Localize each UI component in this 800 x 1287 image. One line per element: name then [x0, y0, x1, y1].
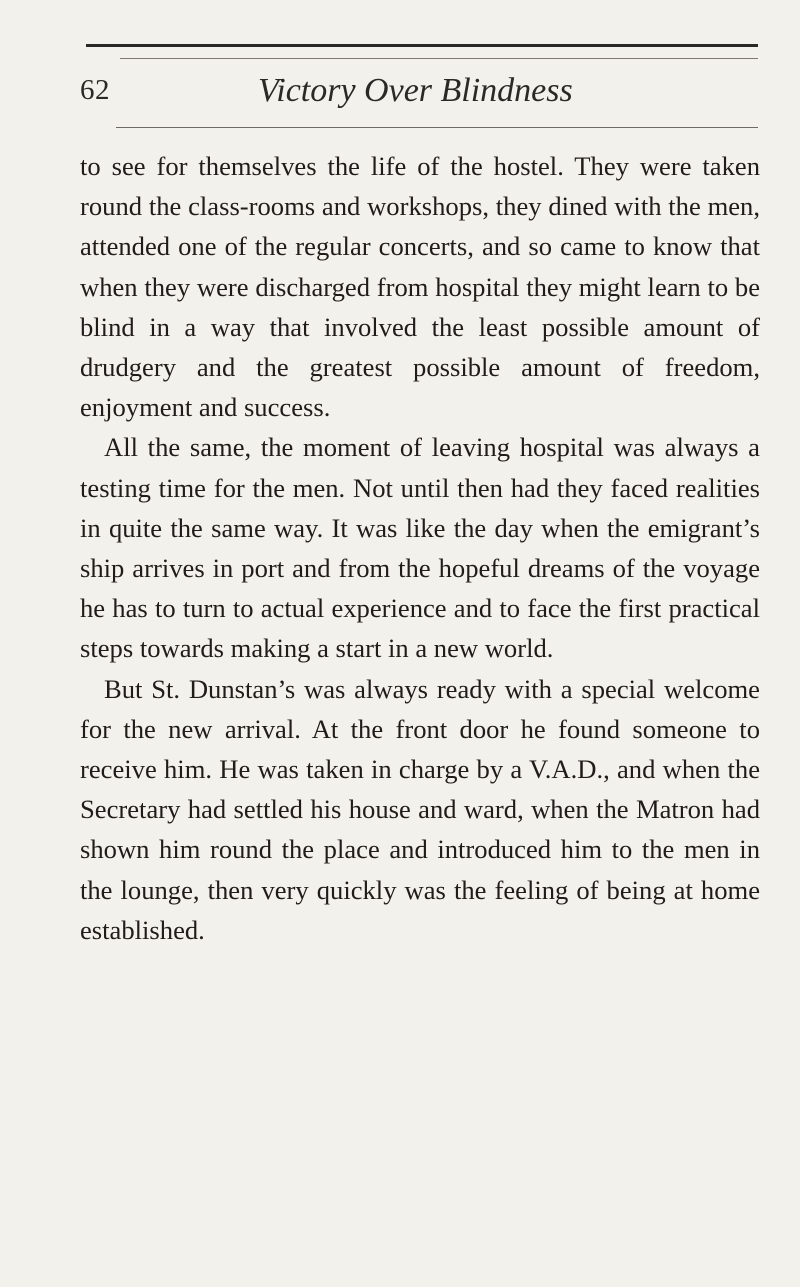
top-rule	[86, 44, 758, 47]
header-rule	[116, 127, 758, 128]
running-head	[80, 74, 760, 122]
paragraph-1: to see for themselves the life of the hostel. They were taken round the class-rooms and workshops, they dined with the men, attended one of the regular concerts, and so came to know that when they were discharged from hospital they might learn to be blind in a way that involved the least possible amount of drudgery and the greatest possible amount of freedom, enjoyment and success.	[80, 151, 760, 423]
paragraph-2: All the same, the moment of leaving hospital was always a testing time for the men. Not until then had they faced realities in quite the same way. It was like the day when the emigrant’s ship arrives in port and from the hopeful dreams of the voyage he has to turn to actual experience and to face the first practical steps towards making a start in a new world.	[80, 432, 760, 664]
page-number: 62	[80, 74, 110, 106]
paragraph-3: But St. Dunstan’s was always ready with a special welcome for the new arrival. At the front door he found someone to receive him. He was taken in charge by a V.A.D., and when the Secretary had settled his house and ward, when the Matron had shown him round the place and introduced him to the men in the lounge, then very quickly was the feeling of being at home established.	[80, 673, 760, 945]
top-rule-secondary	[120, 58, 758, 59]
book-title: Victory Over Blindness	[258, 72, 573, 109]
body-text	[80, 146, 760, 950]
